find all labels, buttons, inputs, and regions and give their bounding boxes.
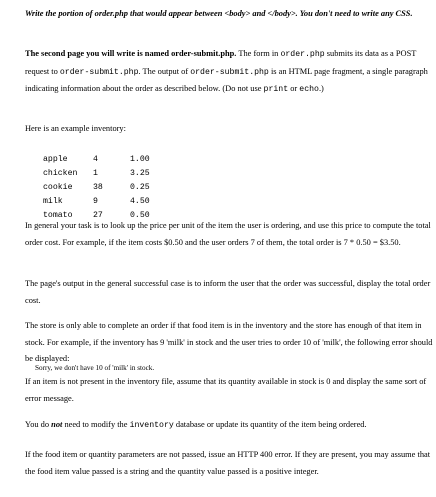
item-price: 3.25: [130, 169, 150, 178]
paragraph-http-400: If the food item or quantity parameters are not passed, issue an HTTP 400 error. If they are present, you may assume that the food item value passed is a string and the quantity value passed is a positive integer.: [25, 450, 431, 476]
text-span: . The output of: [138, 66, 191, 76]
item-price: 0.25: [130, 183, 150, 192]
text-span: submits its data as a POST request to: [25, 49, 417, 76]
intro-instruction: Write the portion of order.php that would appear between <body> and </body>. You don't need to write any CSS.: [25, 9, 413, 18]
code-order-php: order.php: [280, 50, 325, 59]
order-submit-heading: The second page you will write is named order-submit.php.: [25, 49, 237, 58]
emphasis-not: not: [51, 420, 63, 429]
code-inventory: inventory: [129, 421, 174, 430]
item-quantity: 9: [93, 197, 98, 206]
text-span: is an HTML page fragment, a single paragraph indicating information about the order as described below. (Do not use: [25, 66, 428, 93]
text-span: need to modify the: [62, 420, 130, 429]
item-name: milk: [43, 197, 63, 206]
text-span: The form in: [236, 49, 281, 58]
text-span: database or update its quantity of the item being ordered.: [173, 420, 367, 429]
item-quantity: 1: [93, 169, 98, 178]
paragraph-order-submit: [25, 46, 435, 99]
code-print: print: [263, 85, 289, 94]
item-quantity: 4: [93, 155, 98, 164]
item-name: apple: [43, 155, 68, 164]
paragraph-success-output: The page's output in the general successful case is to inform the user that the order was successful, display the total order cost.: [25, 279, 431, 305]
item-price: 0.50: [130, 211, 150, 220]
code-order-submit-php: order-submit.php: [59, 67, 139, 77]
item-quantity: 27: [93, 211, 103, 220]
item-name: cookie: [43, 183, 73, 192]
text-span: .): [318, 84, 324, 93]
code-echo: echo: [299, 85, 319, 94]
text-span: You do: [25, 420, 52, 429]
text-span: or: [288, 84, 300, 93]
item-price: 1.00: [130, 155, 150, 164]
paragraph-task: In general your task is to look up the price per unit of the item the user is ordering, and use this price to compute the total order cost. For example, if the item costs $0.50 and the user orders 7 of them, the total order is 7 * 0.50 = $3.50.: [25, 221, 431, 247]
code-order-submit-php: order-submit.php: [190, 67, 269, 77]
paragraph-stock-rules: The store is only able to complete an order if that food item is in the inventory and the store has enough of that item in stock. For example, if the inventory has 9 'milk' in stock and the user tries to order 10 of 'milk', the following error should be displayed:: [25, 321, 433, 363]
item-name: chicken: [43, 169, 78, 178]
paragraph-missing-item: If an item is not present in the inventory file, assume that its quantity available in stock is 0 and display the same sort of error message.: [25, 377, 427, 403]
paragraph-no-modify: [25, 417, 435, 435]
error-message-example: Sorry, we don't have 10 of 'milk' in stock.: [35, 364, 155, 372]
inventory-intro: Here is an example inventory:: [25, 124, 126, 133]
item-quantity: 38: [93, 183, 103, 192]
item-name: tomato: [43, 211, 73, 220]
item-price: 4.50: [130, 197, 150, 206]
